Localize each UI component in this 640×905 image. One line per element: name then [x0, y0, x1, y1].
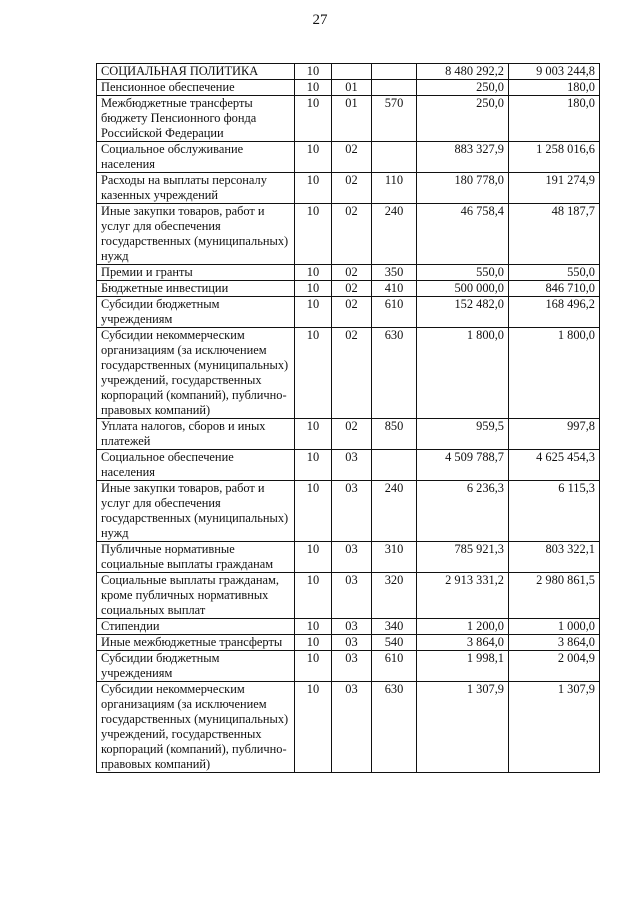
table-row [97, 297, 600, 328]
expense-type-cell: 350 [372, 265, 417, 281]
amount-year2-cell: 6 115,3 [509, 481, 600, 542]
expense-type-cell: 320 [372, 573, 417, 619]
expense-type-cell [372, 64, 417, 80]
item-name-cell: Стипендии [97, 619, 295, 635]
subsection-code-cell: 03 [332, 542, 372, 573]
section-code-cell: 10 [295, 328, 332, 419]
item-name-cell: СОЦИАЛЬНАЯ ПОЛИТИКА [97, 64, 295, 80]
section-code-cell: 10 [295, 204, 332, 265]
subsection-code-cell: 03 [332, 619, 372, 635]
section-code-cell: 10 [295, 142, 332, 173]
subsection-code-cell: 03 [332, 651, 372, 682]
amount-year2-cell: 2 004,9 [509, 651, 600, 682]
amount-year1-cell: 250,0 [417, 96, 509, 142]
amount-year2-cell: 3 864,0 [509, 635, 600, 651]
table-row [97, 328, 600, 419]
expense-type-cell: 240 [372, 204, 417, 265]
table-row [97, 573, 600, 619]
amount-year1-cell: 152 482,0 [417, 297, 509, 328]
amount-year2-cell: 48 187,7 [509, 204, 600, 265]
item-name-cell: Субсидии некоммерческим организациям (за исключением государственных (муниципальных) учреждений, государственных корпораций (компаний), публично-правовых компаний) [97, 328, 295, 419]
amount-year2-cell: 4 625 454,3 [509, 450, 600, 481]
item-name-cell: Иные закупки товаров, работ и услуг для обеспечения государственных (муниципальных) нужд [97, 481, 295, 542]
subsection-code-cell [332, 64, 372, 80]
item-name-cell: Социальное обеспечение населения [97, 450, 295, 481]
amount-year1-cell: 6 236,3 [417, 481, 509, 542]
section-code-cell: 10 [295, 450, 332, 481]
subsection-code-cell: 02 [332, 328, 372, 419]
expense-type-cell: 410 [372, 281, 417, 297]
table-row [97, 142, 600, 173]
subsection-code-cell: 02 [332, 419, 372, 450]
section-code-cell: 10 [295, 573, 332, 619]
amount-year1-cell: 883 327,9 [417, 142, 509, 173]
table-row [97, 64, 600, 80]
expense-type-cell: 240 [372, 481, 417, 542]
amount-year2-cell: 846 710,0 [509, 281, 600, 297]
item-name-cell: Субсидии некоммерческим организациям (за исключением государственных (муниципальных) учреждений, государственных корпораций (компаний), публично-правовых компаний) [97, 682, 295, 773]
subsection-code-cell: 03 [332, 682, 372, 773]
expense-type-cell: 630 [372, 328, 417, 419]
subsection-code-cell: 02 [332, 281, 372, 297]
table-row [97, 281, 600, 297]
item-name-cell: Пенсионное обеспечение [97, 80, 295, 96]
table-row [97, 481, 600, 542]
amount-year2-cell: 1 800,0 [509, 328, 600, 419]
amount-year2-cell: 1 307,9 [509, 682, 600, 773]
subsection-code-cell: 01 [332, 80, 372, 96]
expense-type-cell [372, 80, 417, 96]
section-code-cell: 10 [295, 80, 332, 96]
section-code-cell: 10 [295, 419, 332, 450]
table-row [97, 682, 600, 773]
section-code-cell: 10 [295, 96, 332, 142]
subsection-code-cell: 02 [332, 204, 372, 265]
amount-year2-cell: 180,0 [509, 80, 600, 96]
section-code-cell: 10 [295, 64, 332, 80]
item-name-cell: Субсидии бюджетным учреждениям [97, 297, 295, 328]
subsection-code-cell: 03 [332, 450, 372, 481]
section-code-cell: 10 [295, 542, 332, 573]
table-row [97, 419, 600, 450]
table-row [97, 542, 600, 573]
item-name-cell: Уплата налогов, сборов и иных платежей [97, 419, 295, 450]
expense-type-cell [372, 142, 417, 173]
amount-year2-cell: 168 496,2 [509, 297, 600, 328]
section-code-cell: 10 [295, 635, 332, 651]
amount-year2-cell: 1 258 016,6 [509, 142, 600, 173]
amount-year1-cell: 4 509 788,7 [417, 450, 509, 481]
table-row [97, 80, 600, 96]
amount-year1-cell: 2 913 331,2 [417, 573, 509, 619]
expense-type-cell: 110 [372, 173, 417, 204]
subsection-code-cell: 03 [332, 635, 372, 651]
table-row [97, 173, 600, 204]
subsection-code-cell: 03 [332, 573, 372, 619]
amount-year1-cell: 3 864,0 [417, 635, 509, 651]
subsection-code-cell: 02 [332, 173, 372, 204]
section-code-cell: 10 [295, 481, 332, 542]
amount-year1-cell: 46 758,4 [417, 204, 509, 265]
expense-type-cell: 310 [372, 542, 417, 573]
amount-year1-cell: 500 000,0 [417, 281, 509, 297]
item-name-cell: Премии и гранты [97, 265, 295, 281]
table-row [97, 635, 600, 651]
amount-year2-cell: 180,0 [509, 96, 600, 142]
amount-year2-cell: 550,0 [509, 265, 600, 281]
section-code-cell: 10 [295, 682, 332, 773]
amount-year1-cell: 1 998,1 [417, 651, 509, 682]
item-name-cell: Публичные нормативные социальные выплаты гражданам [97, 542, 295, 573]
table-row [97, 204, 600, 265]
subsection-code-cell: 02 [332, 265, 372, 281]
amount-year2-cell: 9 003 244,8 [509, 64, 600, 80]
section-code-cell: 10 [295, 651, 332, 682]
amount-year2-cell: 803 322,1 [509, 542, 600, 573]
amount-year1-cell: 8 480 292,2 [417, 64, 509, 80]
expense-type-cell: 850 [372, 419, 417, 450]
expense-type-cell: 630 [372, 682, 417, 773]
amount-year2-cell: 1 000,0 [509, 619, 600, 635]
amount-year1-cell: 785 921,3 [417, 542, 509, 573]
amount-year1-cell: 959,5 [417, 419, 509, 450]
subsection-code-cell: 02 [332, 142, 372, 173]
amount-year1-cell: 550,0 [417, 265, 509, 281]
subsection-code-cell: 01 [332, 96, 372, 142]
expense-type-cell [372, 450, 417, 481]
item-name-cell: Расходы на выплаты персоналу казенных учреждений [97, 173, 295, 204]
section-code-cell: 10 [295, 265, 332, 281]
amount-year2-cell: 997,8 [509, 419, 600, 450]
item-name-cell: Социальные выплаты гражданам, кроме публичных нормативных социальных выплат [97, 573, 295, 619]
item-name-cell: Межбюджетные трансферты бюджету Пенсионного фонда Российской Федерации [97, 96, 295, 142]
table-row [97, 265, 600, 281]
amount-year1-cell: 1 307,9 [417, 682, 509, 773]
item-name-cell: Иные межбюджетные трансферты [97, 635, 295, 651]
item-name-cell: Субсидии бюджетным учреждениям [97, 651, 295, 682]
table-row [97, 619, 600, 635]
expense-type-cell: 340 [372, 619, 417, 635]
section-code-cell: 10 [295, 619, 332, 635]
expense-type-cell: 540 [372, 635, 417, 651]
item-name-cell: Иные закупки товаров, работ и услуг для обеспечения государственных (муниципальных) нужд [97, 204, 295, 265]
page-number: 27 [312, 12, 328, 28]
item-name-cell: Социальное обслуживание населения [97, 142, 295, 173]
subsection-code-cell: 02 [332, 297, 372, 328]
table-body [97, 64, 600, 773]
amount-year1-cell: 180 778,0 [417, 173, 509, 204]
section-code-cell: 10 [295, 281, 332, 297]
subsection-code-cell: 03 [332, 481, 372, 542]
table-row [97, 450, 600, 481]
table-row [97, 651, 600, 682]
expense-type-cell: 610 [372, 651, 417, 682]
amount-year1-cell: 1 800,0 [417, 328, 509, 419]
section-code-cell: 10 [295, 173, 332, 204]
amount-year2-cell: 2 980 861,5 [509, 573, 600, 619]
amount-year1-cell: 250,0 [417, 80, 509, 96]
expense-type-cell: 570 [372, 96, 417, 142]
amount-year2-cell: 191 274,9 [509, 173, 600, 204]
expense-type-cell: 610 [372, 297, 417, 328]
budget-table [96, 63, 600, 773]
amount-year1-cell: 1 200,0 [417, 619, 509, 635]
table-row [97, 96, 600, 142]
item-name-cell: Бюджетные инвестиции [97, 281, 295, 297]
section-code-cell: 10 [295, 297, 332, 328]
